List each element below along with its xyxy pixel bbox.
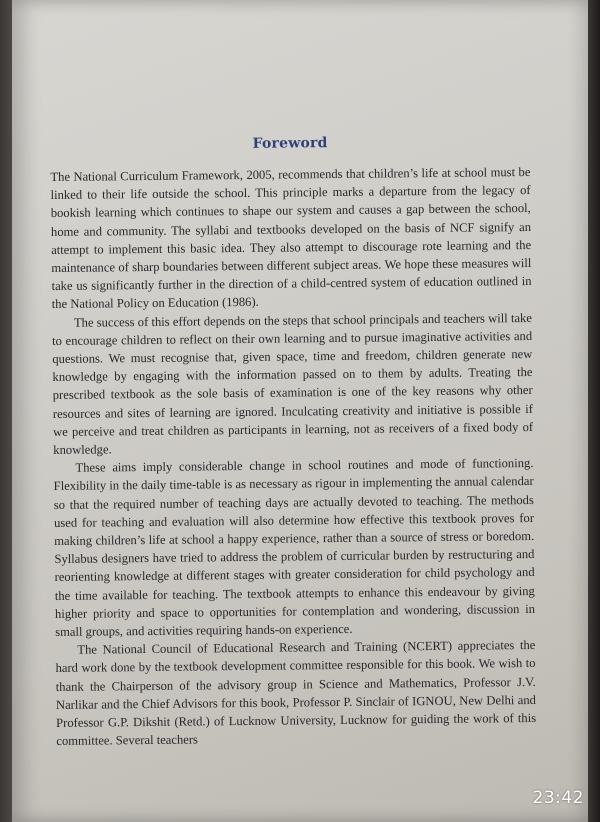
status-clock: 23:42: [532, 788, 584, 808]
foreword-text-block: [50, 133, 536, 750]
paragraph-4: The National Council of Educational Research and Training (NCERT) appreciates the hard work done by the textbook development committee responsible for this book. We wish to thank the Chairperson of the advisory group in Science and Mathematics, Professor J.V. Narlikar and the Chief Advisors for this book, Professor P. Sinclair of IGNOU, New Delhi and Professor G.P. Dikshit (Retd.) of Lucknow University, Lucknow for guiding the work of this committee. Several teachers: [55, 638, 537, 749]
paragraph-2: The success of this effort depends on the steps that school principals and teachers will take to encourage children to reflect on their own learning and to pursue imaginative activities and questions. We must recognise that, given space, time and freedom, children generate new knowledge by engaging with the information passed on to them by adults. Treating the prescribed textbook as the sole basis of examination is one of the key reasons why other resources and sites of learning are ignored. Inculcating creativity and initiative is possible if we perceive and treat children as participants in learning, not as receivers of a fixed body of knowledge.: [52, 310, 534, 458]
paragraph-3: These aims imply considerable change in school routines and mode of functioning. Flexibility in the daily time-table is as necessary as rigour in implementing the annual calendar so that the required number of teaching days are actually devoted to teaching. The methods used for teaching and evaluation will also determine how effective this textbook proves for making children’s life at school a happy experience, rather than a source of stress or boredom. Syllabus designers have tried to address the problem of curricular burden by restructuring and reorienting knowledge at different stages with greater consideration for child psychology and the time available for teaching. The textbook attempts to enhance this endeavour by giving higher priority and space to opportunities for contemplation and wondering, discussion in small groups, and activities requiring hands-on experience.: [53, 456, 536, 640]
page-title: Foreword: [252, 135, 328, 152]
book-page: [12, 0, 588, 822]
page-edge-shadow: [586, 0, 600, 822]
paragraph-1: The National Curriculum Framework, 2005, recommends that children’s life at school must be linked to their life outside the school. This principle marks a departure from the legacy of bookish learning which continues to shape our system and causes a gap between the school, home and community. The syllabi and textbooks developed on the basis of NCF signify an attempt to implement this basic idea. They also attempt to discourage rote learning and the maintenance of sharp boundaries between different subject areas. We hope these measures will take us significantly further in the direction of a child-centred system of education outlined in the National Policy on Education (1986).: [50, 164, 532, 312]
